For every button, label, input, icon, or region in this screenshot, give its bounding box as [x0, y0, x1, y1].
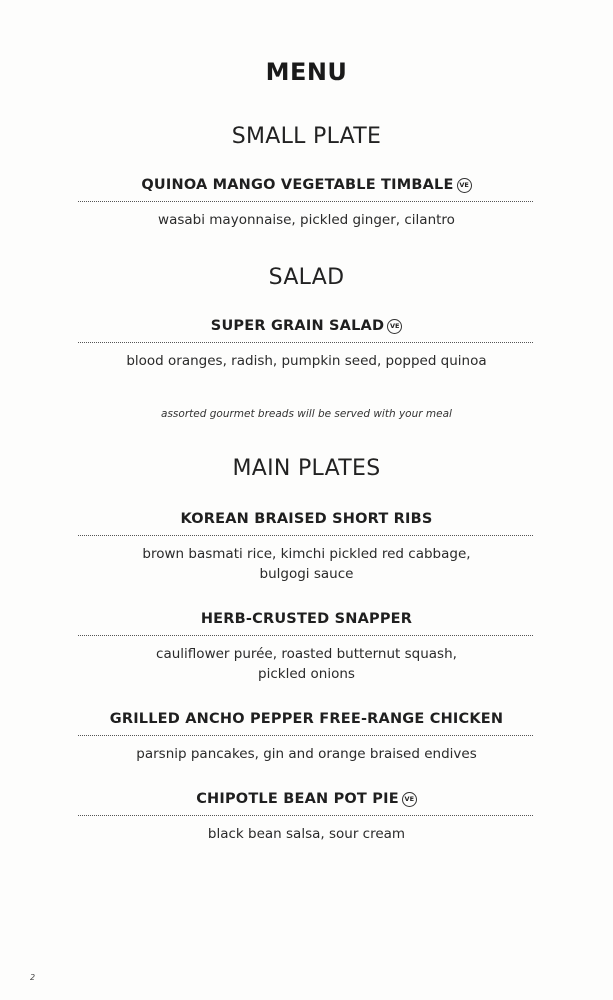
section-heading-small-plate: SMALL PLATE [231, 124, 382, 149]
section-heading-salad: SALAD [268, 265, 345, 290]
dotted-divider [78, 535, 533, 536]
menu-item-name [0, 611, 613, 627]
menu-item-description: bulgogi sauce [259, 566, 354, 582]
menu-item-name [0, 177, 613, 193]
dotted-divider [78, 635, 533, 636]
bread-note: assorted gourmet breads will be served with your meal [161, 408, 452, 420]
vegan-badge-icon: VE [387, 319, 402, 334]
dotted-divider [78, 735, 533, 736]
vegan-badge-icon: VE [402, 792, 417, 807]
menu-item-name [0, 711, 613, 727]
section-heading-main-plates: MAIN PLATES [232, 456, 381, 481]
menu-item-name [0, 318, 613, 334]
dotted-divider [78, 815, 533, 816]
dotted-divider [78, 201, 533, 202]
menu-item-description: pickled onions [258, 666, 355, 682]
menu-item-description: black bean salsa, sour cream [207, 826, 406, 842]
menu-item-description: parsnip pancakes, gin and orange braised endives [136, 746, 477, 762]
menu-item-name [0, 791, 613, 807]
menu-item-description: wasabi mayonnaise, pickled ginger, cilantro [158, 212, 455, 228]
menu-item-title: CHIPOTLE BEAN POT PIE [196, 791, 399, 807]
menu-item-description: cauliflower purée, roasted butternut squash, [156, 646, 457, 662]
menu-item-title: GRILLED ANCHO PEPPER FREE-RANGE CHICKEN [109, 711, 504, 727]
menu-item-title: HERB-CRUSTED SNAPPER [200, 611, 413, 627]
menu-item-description: blood oranges, radish, pumpkin seed, popped quinoa [126, 353, 487, 369]
menu-item-title: QUINOA MANGO VEGETABLE TIMBALE [141, 177, 454, 193]
page-number: 2 [30, 973, 36, 982]
vegan-badge-icon: VE [457, 178, 472, 193]
menu-item-name [0, 511, 613, 527]
menu-item-title: SUPER GRAIN SALAD [210, 318, 385, 334]
menu-item-description: brown basmati rice, kimchi pickled red cabbage, [142, 546, 471, 562]
menu-title: MENU [265, 58, 348, 86]
menu-item-title: KOREAN BRAISED SHORT RIBS [180, 511, 433, 527]
dotted-divider [78, 342, 533, 343]
